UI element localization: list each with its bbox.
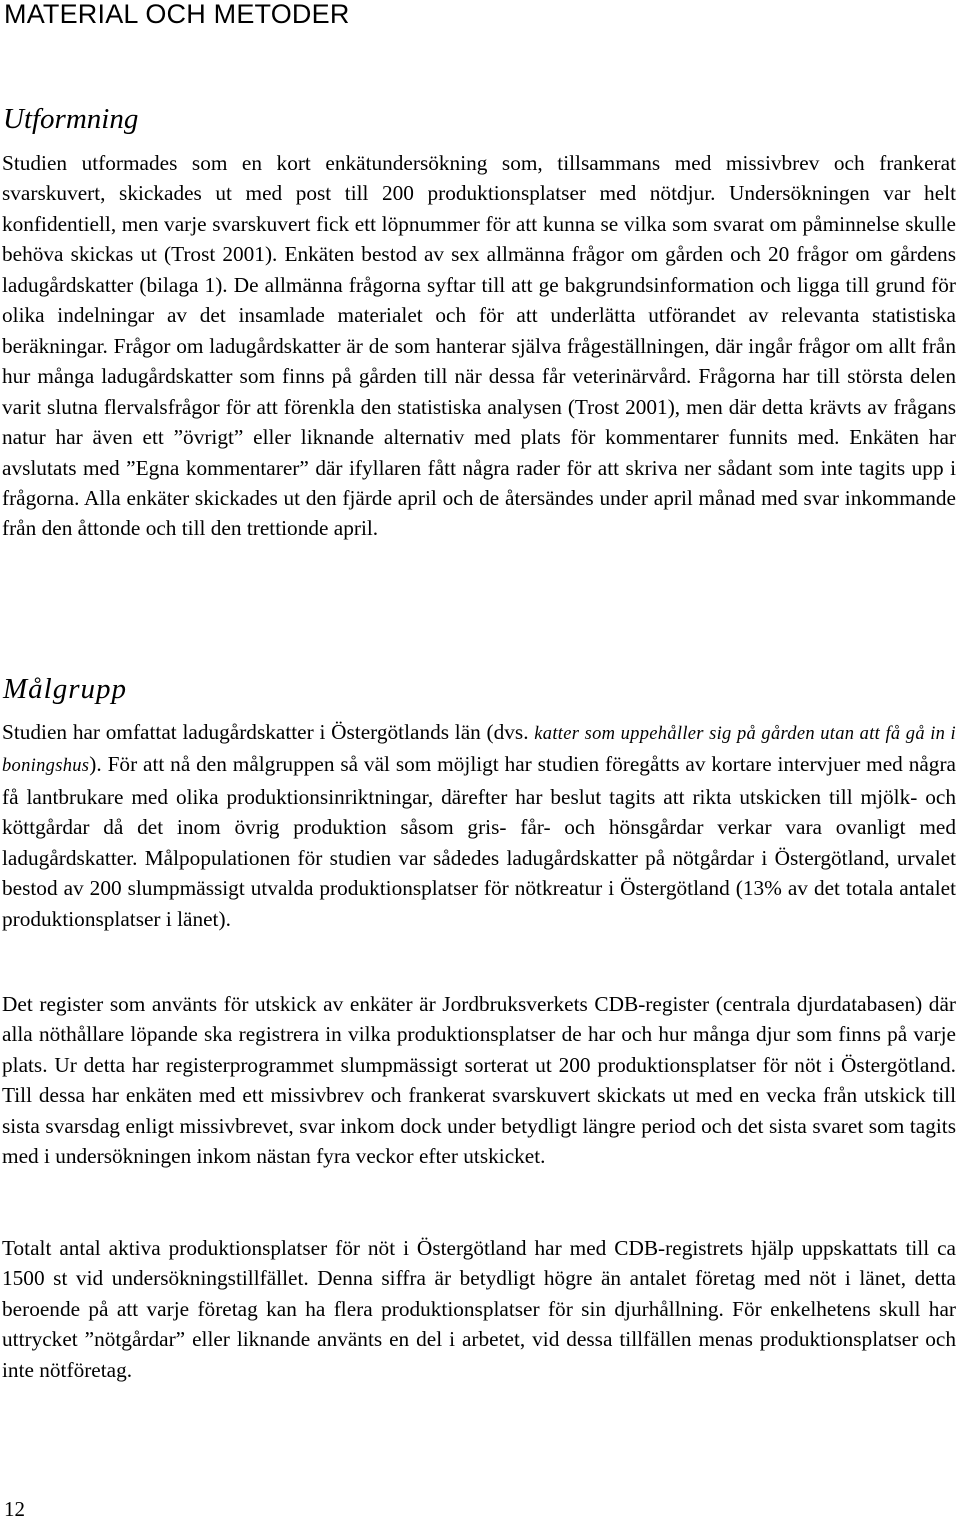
page-number: 12 <box>4 1497 25 1521</box>
paragraph-malgrupp-3: Totalt antal aktiva produktionsplatser för nöt i Östergötland har med CDB-registrets hjälp uppskattats till ca 1500 st vid undersökningstillfället. Denna siffra är betydligt högre än antalet företag med nöt i länet, detta beroende på att varje företag kan ha flera produktionsplatser för sin djurhållning. För enkelhetens skull har uttrycket ”nötgårdar” eller liknande använts en del i arbetet, vid dessa tillfällen menas produktionsplatser och inte nötföretag. <box>2 1236 956 1382</box>
barn-cat-definition: katter som uppehåller sig på gården utan att få gå in i boningshus <box>2 724 956 777</box>
chapter-heading: MATERIAL OCH METODER <box>4 0 350 29</box>
paragraph-malgrupp-1-intro: Studien har omfattat ladugårdskatter i Östergötlands län (dvs. <box>2 720 535 744</box>
section-heading-utformning: Utformning <box>3 103 139 135</box>
section-heading-malgrupp: Målgrupp <box>3 673 127 705</box>
paragraph-malgrupp-1 <box>2 717 956 934</box>
paragraph-malgrupp-1-body: ). För att nå den målgruppen så väl som möjligt har studien föregåtts av kortare intervjuer med några få lantbrukare med olika produktionsinriktningar, därefter har beslut tagits att rikta utskicken till mjölk- och köttgårdar då det inom övrig produktion såsom gris- får- och hönsgårdar verkar vara ovanligt med ladugårdskatter. Målpopulationen för studien var sådedes ladugårdskatter på nötgårdar i Östergötland, urvalet bestod av 200 slumpmässigt utvalda produktionsplatser för nötkreatur i Östergötland (13% av det totala antalet produktionsplatser i länet). <box>2 752 956 931</box>
paragraph-utformning: Studien utformades som en kort enkätundersökning som, tillsammans med missivbrev och frankerat svarskuvert, skickades ut med post till 200 produktionsplatser med nötdjur. Undersökningen var helt konfidentiell, men varje svarskuvert fick ett löpnummer för att kunna se vilka som svarat om påminnelse skulle behöva skickas ut (Trost 2001). Enkäten bestod av sex allmänna frågor om gården och 20 frågor om gårdens ladugårdskatter (bilaga 1). De allmänna frågorna syftar till att ge bakgrundsinformation och ligga till grund för olika indelningar av det insamlade materialet och för att underlätta utförandet av relevanta statistiska beräkningar. Frågor om ladugårdskatter är de som hanterar själva frågeställningen, där ingår frågor om allt från hur många ladugårdskatter som finns på gården till när dessa får veterinärvård. Frågorna har till största delen varit slutna flervalsfrågor för att förenkla den statistiska analysen (Trost 2001), men där detta krävts av frågans natur har även ett ”övrigt” eller liknande alternativ med plats för kommentarer funnits med. Enkäten har avslutats med ”Egna kommentarer” där ifyllaren fått några rader för att skriva ner sådant som inte tagits upp i frågorna. Alla enkäter skickades ut den fjärde april och de återsändes under april månad med svar inkommande från den åttonde och till den trettionde april. <box>2 151 956 541</box>
paragraph-malgrupp-2: Det register som använts för utskick av enkäter är Jordbruksverkets CDB-register (centrala djurdatabasen) där alla nöthållare löpande ska registrera in vilka produktionsplatser de har och hur många djur som finns på varje plats. Ur detta har registerprogrammet slumpmässigt sorterat ut 200 produktionsplatser för nöt i Östergötland. Till dessa har enkäten med ett missivbrev och frankerat svarskuvert skickats ut med en vecka från utskick till sista svarsdag enligt missivbrevet, svar inkom dock under betydligt längre period och det sista svaret som tagits med i undersökningen inkom nästan fyra veckor efter utskicket. <box>2 992 956 1169</box>
